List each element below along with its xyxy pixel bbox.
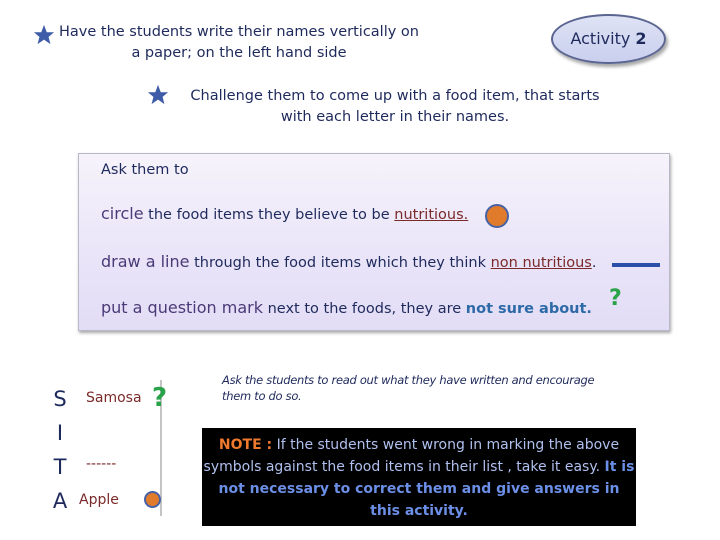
circle-underlined: nutritious. (394, 207, 469, 223)
line-end: . (591, 255, 597, 271)
question-text: next to the foods, they are (263, 301, 466, 317)
food-word: Samosa (86, 390, 142, 406)
line-instruction (101, 252, 596, 271)
readout-instruction: Ask the students to read out what they have written and encourage them to do so. (222, 373, 595, 403)
note-bold: It is not necessary to correct them and give answers in this activity. (218, 459, 635, 519)
circle-instruction (101, 204, 468, 223)
blue-line-icon (612, 263, 660, 267)
food-word: Apple (79, 492, 119, 508)
question-bold: not sure about. (465, 301, 592, 317)
star-icon (33, 24, 55, 46)
note-box (202, 428, 636, 526)
circle-keyword: circle (101, 204, 144, 223)
activity-label: Activity (570, 29, 636, 48)
letter: A (52, 489, 68, 513)
note-label: NOTE : (218, 437, 273, 453)
star-icon (147, 84, 169, 106)
question-instruction (101, 298, 592, 317)
letter: T (53, 455, 67, 479)
challenge-text: Challenge them to come up with a food item, that starts with each letter in their names. (190, 88, 600, 125)
line-underlined: non nutritious (490, 255, 592, 271)
letter: S (53, 387, 67, 411)
food-word: ------ (86, 456, 117, 472)
activity-number: 2 (635, 29, 647, 48)
letter: I (56, 421, 64, 445)
question-mark-icon: ? (609, 286, 622, 311)
panel-heading: Ask them to (101, 162, 189, 178)
activity-badge (551, 14, 666, 64)
orange-circle-icon (144, 491, 161, 508)
line-text: through the food items which they think (189, 255, 491, 271)
name-letters (46, 385, 74, 521)
orange-circle-icon (485, 204, 509, 228)
circle-text: the food items they believe to be (143, 207, 395, 223)
instructions-panel (78, 153, 670, 331)
note-text: If the students went wrong in marking the above symbols against the food items in their list , take it easy. (203, 437, 620, 475)
question-mark-icon: ? (152, 383, 168, 413)
line-keyword: draw a line (101, 252, 190, 271)
intro-text: Have the students write their names vertically on a paper; on the left hand side (59, 24, 419, 61)
question-keyword: put a question mark (101, 298, 263, 317)
